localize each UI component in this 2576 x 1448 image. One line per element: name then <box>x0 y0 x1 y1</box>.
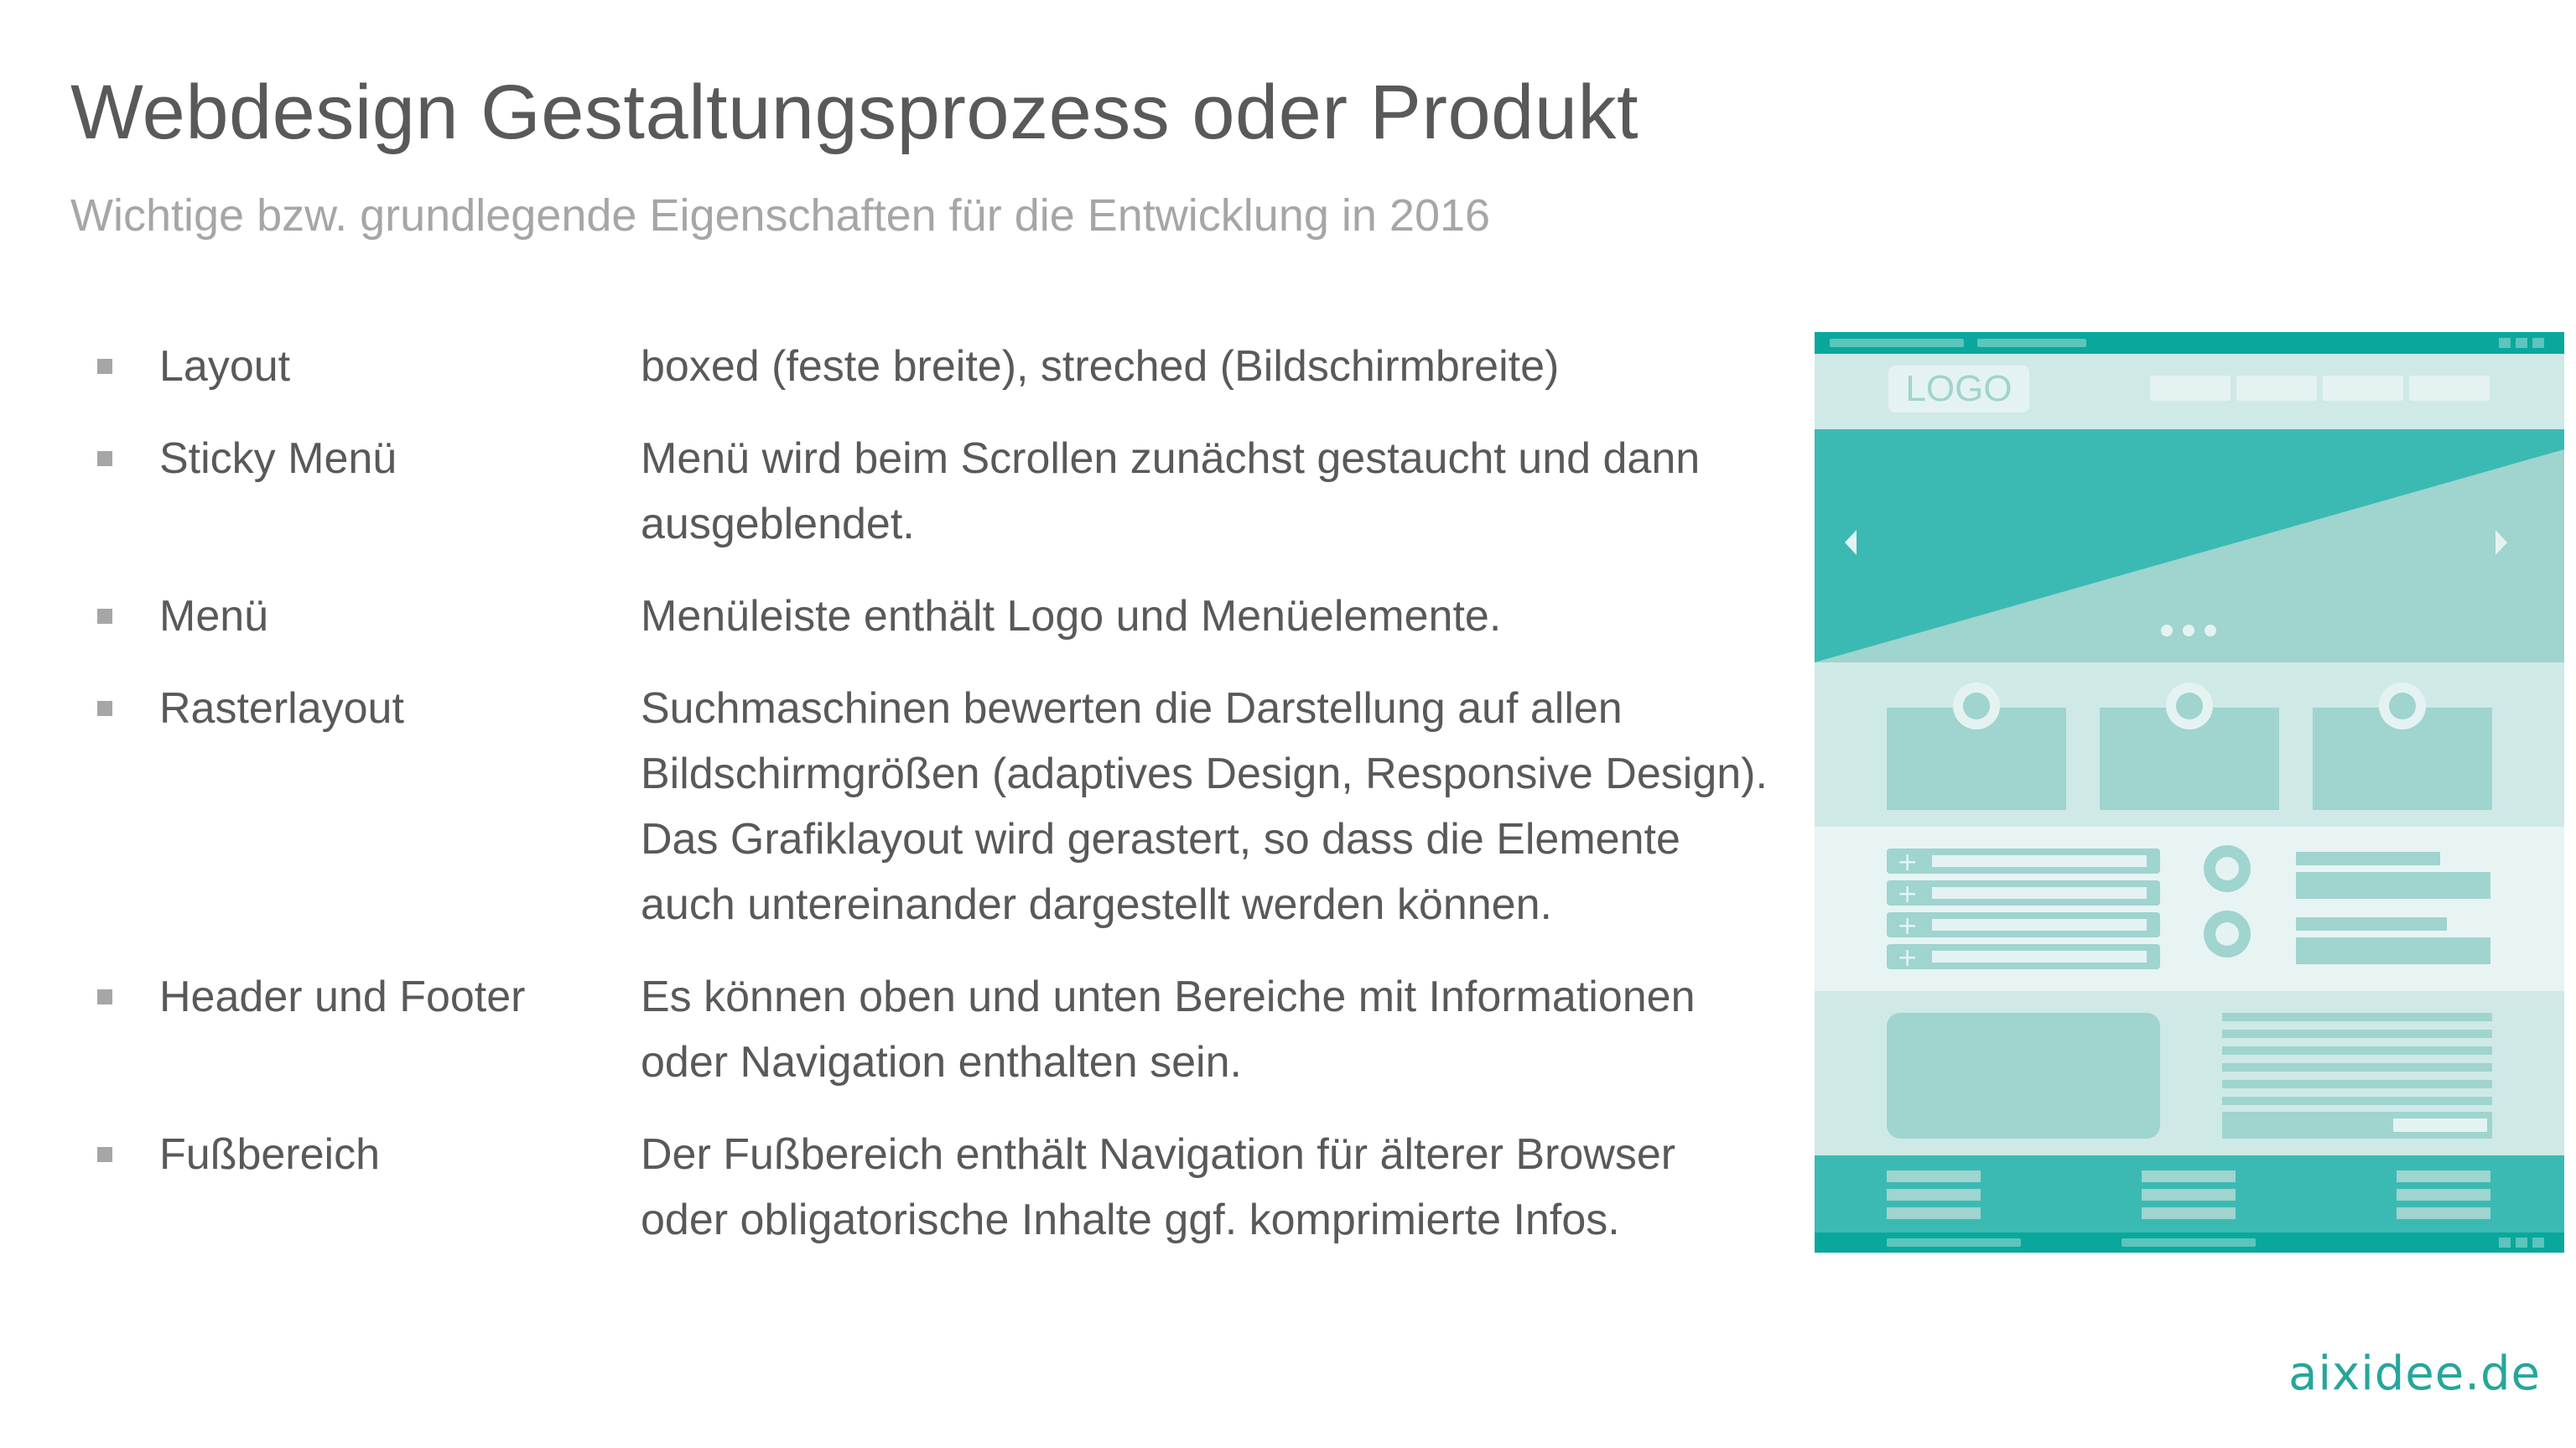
mockup-nav-item <box>2236 376 2317 401</box>
mockup-image-placeholder <box>1887 1013 2160 1139</box>
mockup-nav-item <box>2150 376 2231 401</box>
slider-dot <box>2161 625 2173 636</box>
svg-text:+: + <box>1897 943 1919 973</box>
bullet-icon <box>97 609 112 624</box>
feature-description: Es können oben und unten Bereiche mit Informationen oder Navigation enthalten sein. <box>641 973 1696 1087</box>
brand-logo: aixidee.de <box>2288 1347 2541 1401</box>
svg-text:+: + <box>1897 848 1919 877</box>
feature-description: boxed (feste breite), streched (Bildschirmbreite) <box>641 342 1560 391</box>
feature-term: Fußbereich <box>159 1130 380 1179</box>
feature-description: Menü wird beim Scrollen zunächst gestaucht und dann ausgeblendet. <box>641 434 1701 548</box>
feature-term: Rasterlayout <box>159 684 404 733</box>
feature-term: Layout <box>159 342 291 391</box>
bullet-icon <box>97 451 112 466</box>
mockup-button <box>2393 1118 2487 1132</box>
feature-term: Sticky Menü <box>159 434 397 483</box>
feature-term: Menü <box>159 592 269 641</box>
mockup-logo-text: LOGO <box>1905 368 2012 409</box>
bullet-icon <box>97 701 112 716</box>
mockup-nav-item <box>2323 376 2403 401</box>
svg-text:+: + <box>1897 911 1919 941</box>
page-title: Webdesign Gestaltungsprozess oder Produkt <box>70 70 1639 155</box>
feature-description: Menüleiste enthält Logo und Menüelemente. <box>641 592 1502 641</box>
page-subtitle: Wichtige bzw. grundlegende Eigenschaften für die Entwicklung in 2016 <box>70 190 1491 241</box>
svg-text:+: + <box>1897 880 1919 909</box>
slider-dot <box>2183 625 2194 636</box>
bullet-icon <box>97 359 112 374</box>
bullet-icon <box>97 989 112 1004</box>
slider-dot <box>2205 625 2216 636</box>
feature-description: Der Fußbereich enthält Navigation für älterer Browser oder obligatorische Inhalte ggf. komprimierte Infos. <box>641 1130 1676 1244</box>
mockup-nav-item <box>2409 376 2490 401</box>
bullet-icon <box>97 1147 112 1162</box>
feature-term: Header und Footer <box>159 973 526 1021</box>
feature-description: Suchmaschinen bewerten die Darstellung auf allen Bildschirmgrößen (adaptives Design, Responsive Design). Das Grafiklayout wird gerastert, so dass die Elemente auch untereinander dargestellt werden können. <box>641 684 1768 929</box>
website-mockup-illustration <box>1815 332 2564 1253</box>
